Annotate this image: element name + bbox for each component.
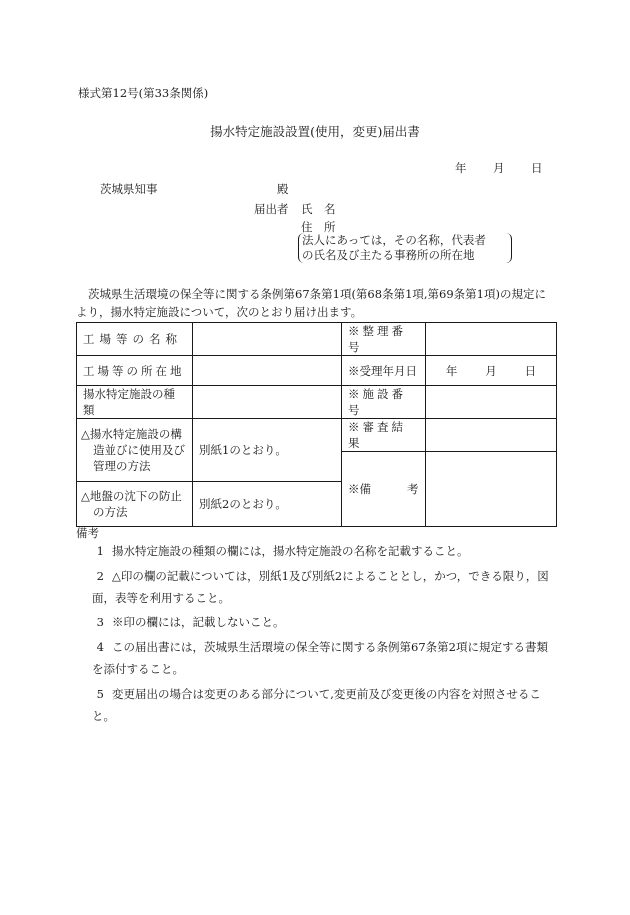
received-day: 日 [524, 363, 537, 378]
applicant-label: 届出者 [254, 202, 289, 216]
form-number: 様式第12号(第33条関係) [78, 86, 209, 100]
note-text: この届出書には，茨城県生活環境の保全等に関する条例第67条第2項に規定する書類 [112, 640, 548, 654]
date-day: 日 [531, 161, 543, 175]
structure-method-label: △揚水特定施設の構造並びに使用及び管理の方法 [77, 419, 193, 482]
structure-method-value: 別紙1のとおり。 [193, 419, 342, 482]
note-number: 4 [96, 640, 104, 654]
facility-type-label: 揚水特定施設の種類 [77, 386, 193, 419]
subsidence-method-label: △地盤の沈下の防止の方法 [77, 482, 193, 527]
received-month: 月 [485, 363, 497, 378]
note-item [76, 611, 556, 633]
note-item [76, 683, 556, 727]
remarks-char: 考 [407, 482, 419, 496]
received-date-field[interactable] [426, 356, 557, 386]
note-continuation: 面，表等を利用すること。 [92, 591, 230, 605]
factory-name-label: 工場等の名称 [77, 323, 193, 356]
note-number: 3 [96, 615, 104, 629]
remarks-mark: ※備 [348, 482, 371, 496]
date-month: 月 [493, 161, 505, 175]
ref-number-field[interactable] [426, 323, 557, 356]
note-text: ※印の欄には，記載しないこと。 [112, 615, 285, 629]
facility-number-field[interactable] [426, 386, 557, 419]
note-continuation: と。 [92, 709, 115, 723]
factory-location-field[interactable] [193, 356, 342, 386]
received-date-label: ※受理年月日 [342, 356, 426, 386]
note-number: 1 [96, 544, 104, 558]
document-title: 揚水特定施設設置(使用，変更)届出書 [210, 124, 420, 139]
received-year: 年 [445, 363, 458, 378]
ref-number-label: ※整理番号 [342, 323, 426, 356]
name-label: 氏 名 [301, 202, 336, 216]
corporation-note-line1: 法人にあっては，その名称，代表者 [302, 233, 486, 247]
review-result-label: ※審査結果 [342, 419, 426, 452]
address-label: 住 所 [301, 220, 336, 234]
date-line [455, 160, 543, 176]
notes-title: 備考 [76, 526, 99, 540]
remarks-label [342, 452, 426, 527]
remarks-field[interactable] [426, 452, 557, 527]
subsidence-method-value: 別紙2のとおり。 [193, 482, 342, 527]
notification-table [76, 322, 557, 527]
note-item [76, 636, 556, 680]
facility-type-field[interactable] [193, 386, 342, 419]
intro-text: 茨城県生活環境の保全等に関する条例第67条第1項(第68条第1項,第69条第1項)の規定により，揚水特定施設について，次のとおり届け出ます。 [76, 287, 546, 319]
note-text: 揚水特定施設の種類の欄には，揚水特定施設の名称を記載すること。 [112, 544, 469, 558]
note-number: 5 [96, 687, 104, 701]
facility-number-label: ※施設番号 [342, 386, 426, 419]
note-number: 2 [96, 569, 104, 583]
review-result-field[interactable] [426, 419, 557, 452]
corporation-note [298, 233, 512, 263]
factory-name-field[interactable] [193, 323, 342, 356]
addressee: 茨城県知事 [100, 182, 158, 196]
note-text: △印の欄の記載については，別紙1及び別紙2によることとし，かつ，できる限り，図 [112, 569, 549, 583]
date-year: 年 [455, 161, 467, 175]
corporation-note-line2: の氏名及び主たる事務所の所在地 [302, 248, 475, 262]
note-continuation: を添付すること。 [92, 662, 184, 676]
note-text: 変更届出の場合は変更のある部分について,変更前及び変更後の内容を対照させるこ [112, 687, 541, 701]
note-item [76, 540, 556, 562]
honorific: 殿 [277, 182, 289, 196]
note-item [76, 565, 556, 609]
factory-location-label: 工場等の所在地 [77, 356, 193, 386]
